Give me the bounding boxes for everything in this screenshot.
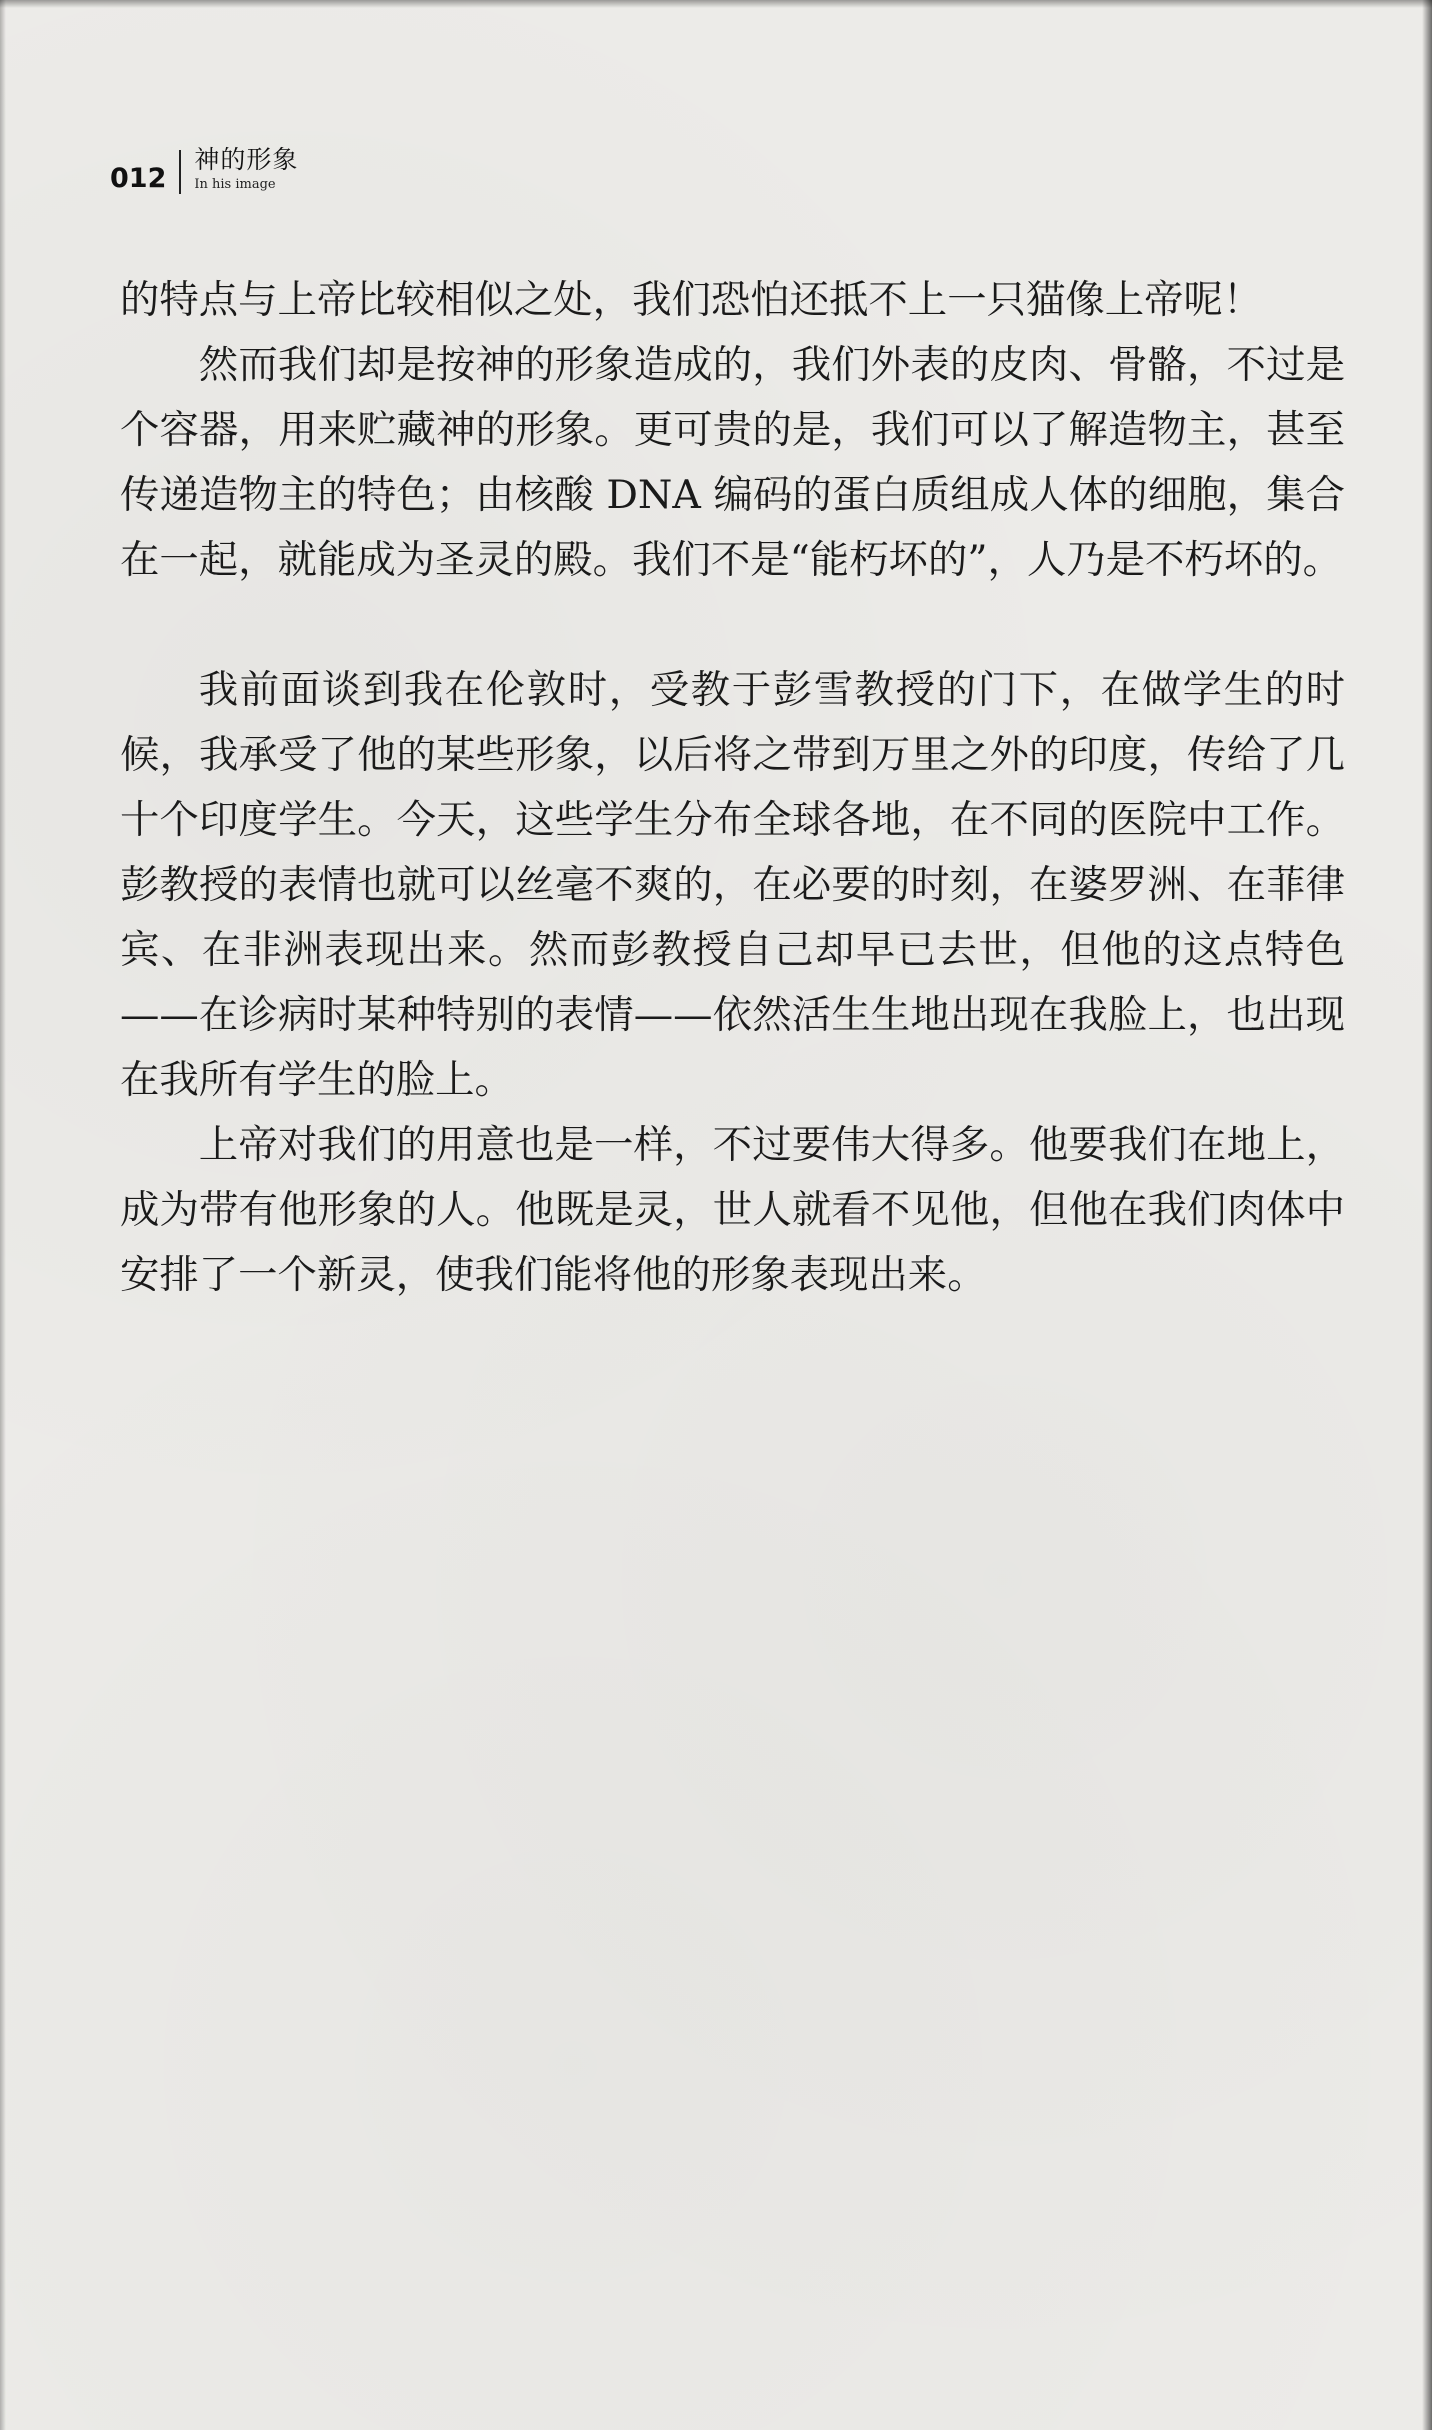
book-subtitle: In his image	[194, 177, 276, 192]
page-number: 012	[110, 163, 167, 194]
header-divider	[179, 150, 181, 194]
header-titles	[194, 146, 298, 192]
page-edge-shadow-left	[0, 0, 6, 2430]
page-edge-shadow-top	[0, 0, 1432, 8]
body-text	[120, 268, 1345, 1308]
running-header	[110, 146, 298, 196]
paragraph: 然而我们却是按神的形象造成的，我们外表的皮肉、骨骼，不过是个容器，用来贮藏神的形象。更可贵的是，我们可以了解造物主，甚至传递造物主的特色；由核酸 DNA 编码的蛋白质组成人体的细胞，集合在一起，就能成为圣灵的殿。我们不是“能朽坏的”，人乃是不朽坏的。	[120, 342, 1345, 583]
paragraph-continued: 的特点与上帝比较相似之处，我们恐怕还抵不上一只猫像上帝呢！	[120, 277, 1263, 323]
page-edge-shadow-right	[1422, 0, 1432, 2430]
paragraph: 上帝对我们的用意也是一样，不过要伟大得多。他要我们在地上，成为带有他形象的人。他既是灵，世人就看不见他，但他在我们肉体中安排了一个新灵，使我们能将他的形象表现出来。	[120, 1122, 1345, 1298]
paragraph: 我前面谈到我在伦敦时，受教于彭雪教授的门下，在做学生的时候，我承受了他的某些形象，以后将之带到万里之外的印度，传给了几十个印度学生。今天，这些学生分布全球各地，在不同的医院中工作。彭教授的表情也就可以丝毫不爽的，在必要的时刻，在婆罗洲、在菲律宾、在非洲表现出来。然而彭教授自己却早已去世，但他的这点特色——在诊病时某种特别的表情——依然活生生地出现在我脸上，也出现在我所有学生的脸上。	[120, 667, 1345, 1103]
book-title: 神的形象	[194, 145, 299, 174]
